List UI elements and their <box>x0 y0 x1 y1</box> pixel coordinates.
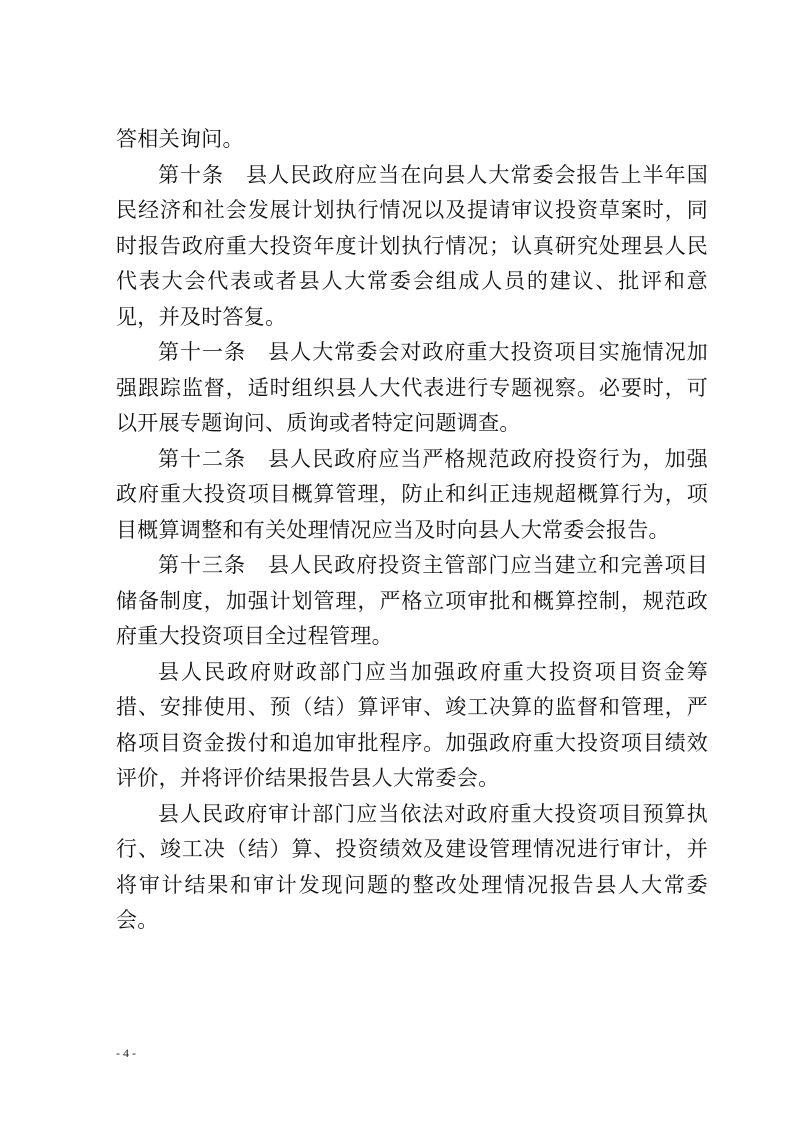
paragraph-continuation: 答相关询问。 <box>116 127 244 151</box>
paragraph-article-11: 第十一条 县人大常委会对政府重大投资项目实施情况加强跟踪监督，适时组织县人大代表进行专题视察。必要时，可以开展专题询问、质询或者特定问题调查。 <box>116 340 708 435</box>
paragraph-article-12: 第十二条 县人民政府应当严格规范政府投资行为，加强政府重大投资项目概算管理，防止和纠正违规超概算行为，项目概算调整和有关处理情况应当及时向县人大常委会报告。 <box>116 446 708 542</box>
paragraph-finance-department: 县人民政府财政部门应当加强政府重大投资项目资金筹措、安排使用、预（结）算评审、竣工决算的监督和管理，严格项目资金拨付和追加审批程序。加强政府重大投资项目绩效评价，并将评价结果报告县人大常委会。 <box>116 659 708 790</box>
paragraph-audit-department: 县人民政府审计部门应当依法对政府重大投资项目预算执行、竣工决（结）算、投资绩效及建设管理情况进行审计，并将审计结果和审计发现问题的整改处理情况报告县人大常委会。 <box>116 801 708 932</box>
paragraph-article-10: 第十条 县人民政府应当在向县人大常委会报告上半年国民经济和社会发展计划执行情况以及提请审议投资草案时，同时报告政府重大投资年度计划执行情况；认真研究处理县人民代表大会代表或者县人大常委会组成人员的建议、批评和意见，并及时答复。 <box>116 162 708 329</box>
document-body <box>116 122 708 939</box>
page-number: - 4 - <box>116 1046 136 1060</box>
paragraph-article-13: 第十三条 县人民政府投资主管部门应当建立和完善项目储备制度，加强计划管理，严格立项审批和概算控制，规范政府重大投资项目全过程管理。 <box>116 553 708 648</box>
